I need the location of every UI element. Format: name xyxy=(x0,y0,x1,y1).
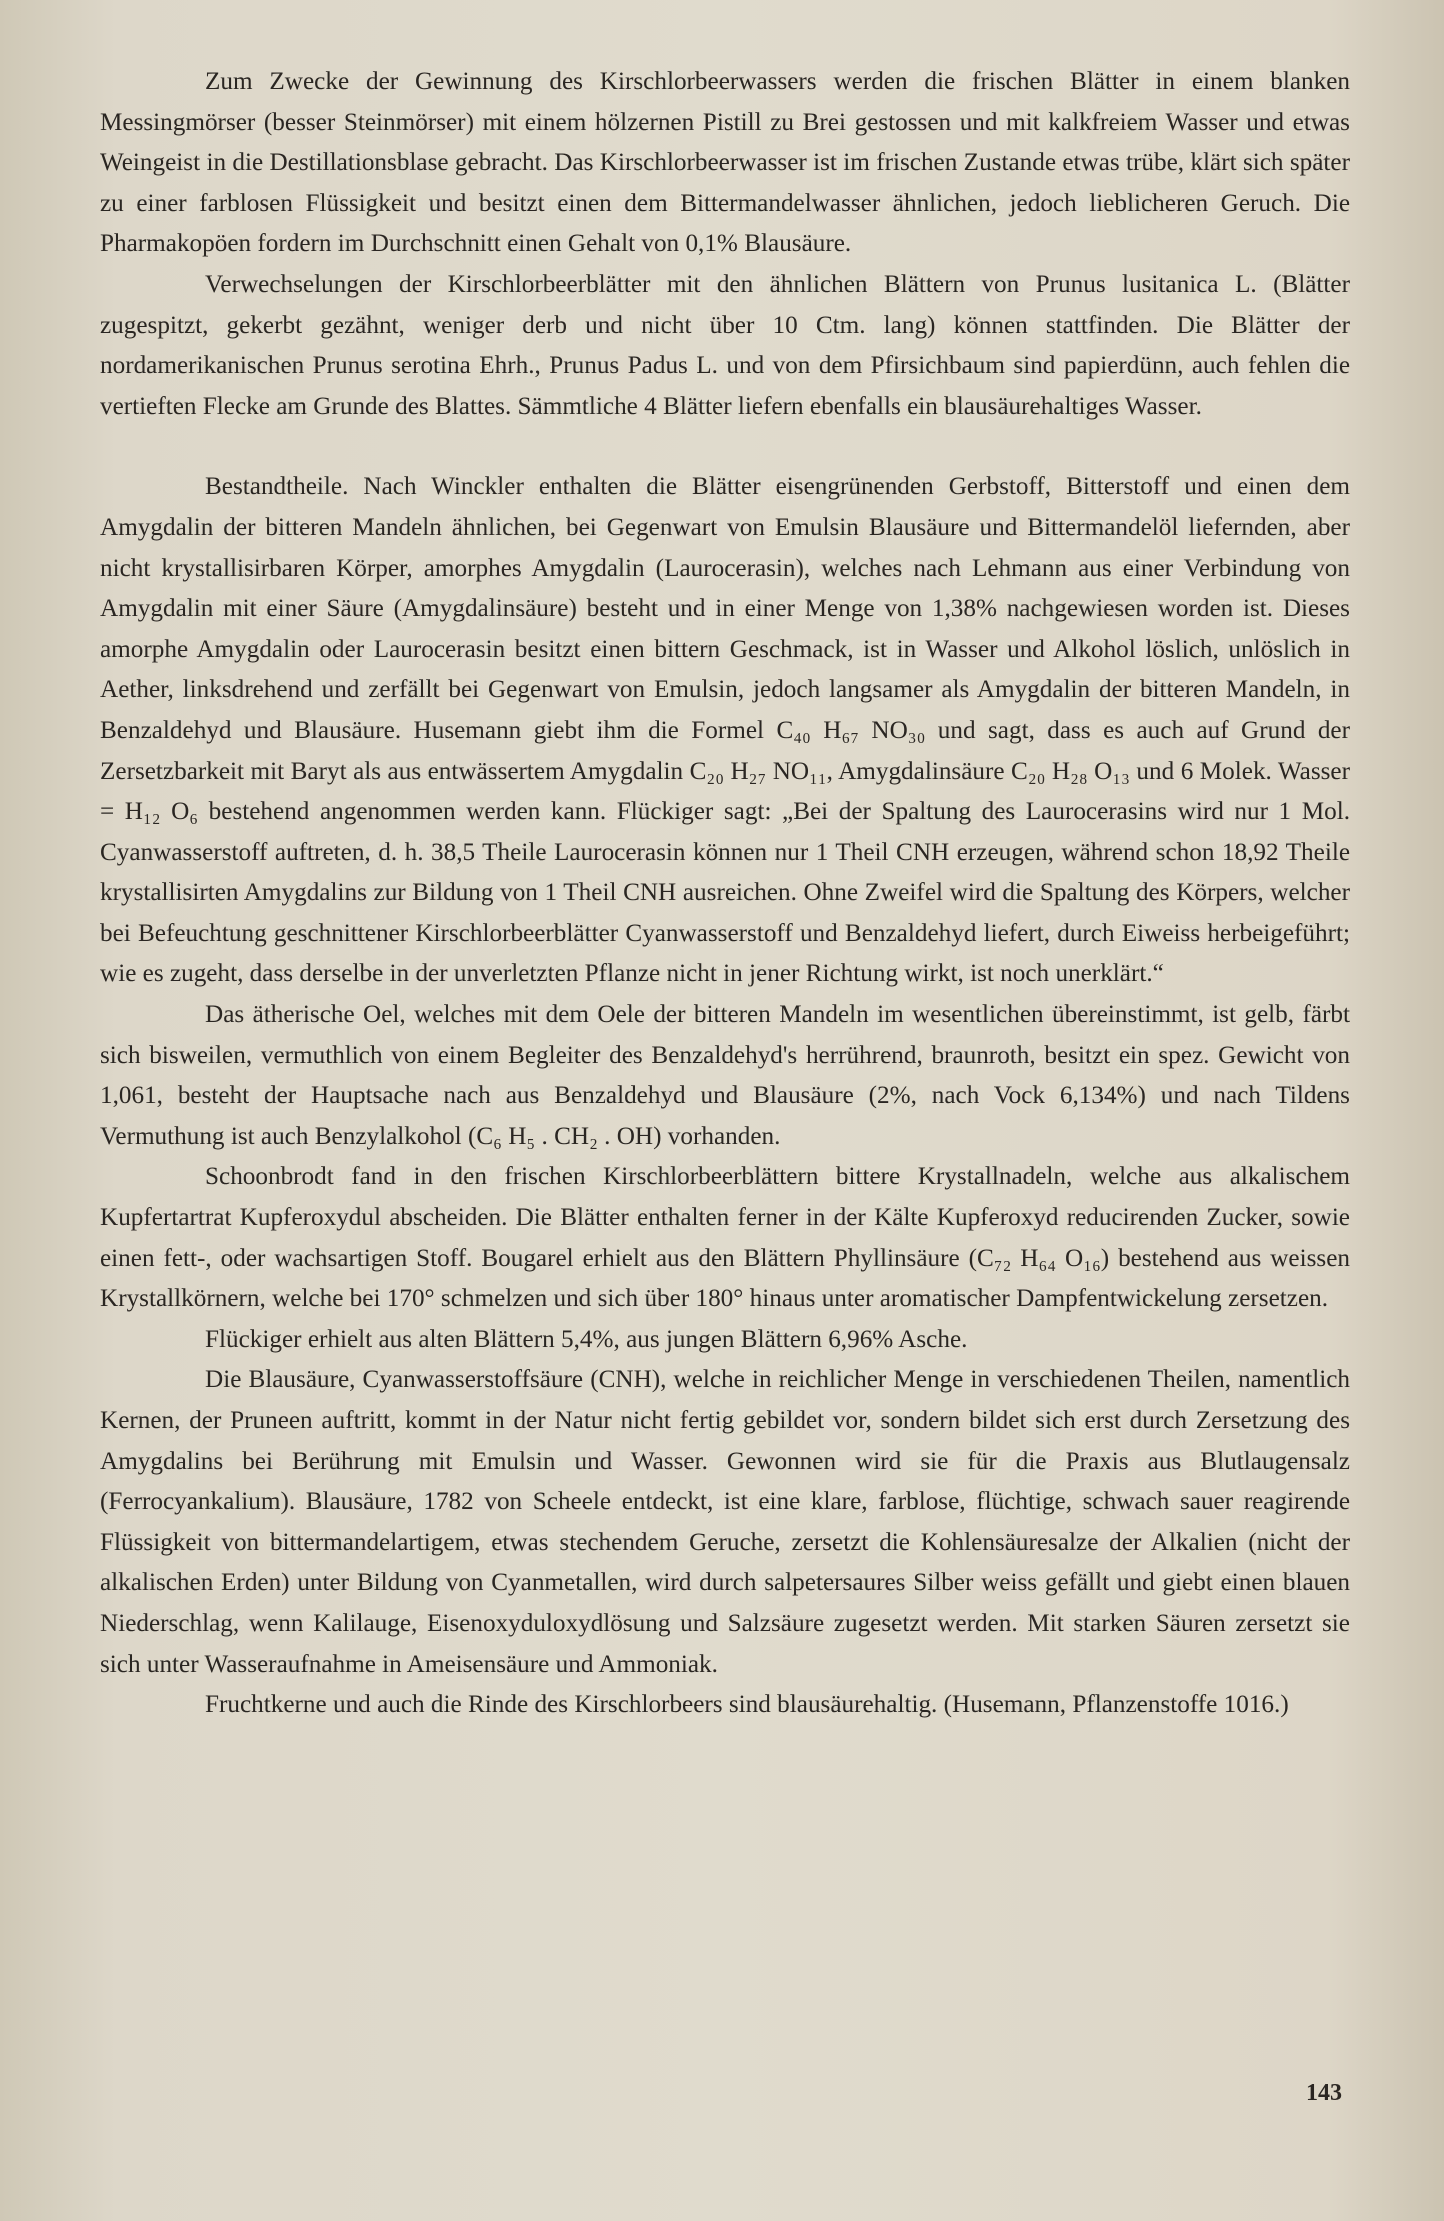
paragraph-preparation: Zum Zwecke der Gewinnung des Kirschlorbeerwassers werden die frischen Blätter in einem blanken Messingmörser (besser Steinmörser) mit einem hölzernen Pistill zu Brei gestossen und mit kalkfreiem Wasser und etwas Weingeist in die Destillationsblase gebracht. Das Kirschlorbeerwasser ist im frischen Zustande etwas trübe, klärt sich später zu einer farblosen Flüssigkeit und besitzt einen dem Bittermandelwasser ähnlichen, jedoch lieblicheren Geruch. Die Pharmakopöen fordern im Durchschnitt einen Gehalt von 0,1% Blausäure. xyxy=(100,68,1350,258)
paragraph-confusion: Verwechselungen der Kirschlorbeerblätter mit den ähnlichen Blättern von Prunus lusitanica L. (Blätter zugespitzt, gekerbt gezähnt, weniger derb und nicht über 10 Ctm. lang) können stattfinden. Die Blätter der nordamerikanischen Prunus serotina Ehrh., Prunus Padus L. und von dem Pfirsichbaum sind papierdünn, auch fehlen die vertieften Flecke am Grunde des Blattes. Sämmtliche 4 Blätter liefern ebenfalls ein blausäurehaltiges Wasser. xyxy=(100,270,1350,420)
paragraph-fruit-kernels: Fruchtkerne und auch die Rinde des Kirschlorbeers sind blausäurehaltig. (Husemann, Pflanzenstoffe 1016.) xyxy=(205,1691,1289,1719)
page-number: 143 xyxy=(1306,2080,1342,2106)
paragraph-constituents: Bestandtheile. Nach Winckler enthalten die Blätter eisengrünenden Gerbstoff, Bitterstoff und einen dem Amygdalin der bitteren Mandeln ähnlichen, bei Gegenwart von Emulsin Blausäure und Bittermandelöl liefernden, aber nicht krystallisirbaren Körper, amorphes Amygdalin (Laurocerasin), welches nach Lehmann aus einer Verbindung von Amygdalin mit einer Säure (Amygdalinsäure) besteht und in einer Menge von 1,38% nachgewiesen worden ist. Dieses amorphe Amygdalin oder Laurocerasin besitzt einen bittern Geschmack, ist in Wasser und Alkohol löslich, unlöslich in Aether, linksdrehend und zerfällt bei Gegenwart von Emulsin, jedoch langsamer als Amygdalin der bitteren Mandeln, in Benzaldehyd und Blausäure. Husemann giebt ihm die Formel C₄₀ H₆₇ NO₃₀ und sagt, dass es auch auf Grund der Zersetzbarkeit mit Baryt als aus entwässertem Amygdalin C₂₀ H₂₇ NO₁₁, Amygdalinsäure C₂₀ H₂₈ O₁₃ und 6 Molek. Wasser = H₁₂ O₆ bestehend angenommen werden kann. Flückiger sagt: „Bei der Spaltung des Laurocerasins wird nur 1 Mol. Cyanwasserstoff auftreten, d. h. 38,5 Theile Laurocerasin können nur 1 Theil CNH erzeugen, während schon 18,92 Theile krystallisirten Amygdalins zur Bildung von 1 Theil CNH ausreichen. Ohne Zweifel wird die Spaltung des Körpers, welcher bei Befeuchtung geschnittener Kirschlorbeerblätter Cyanwasserstoff und Benzaldehyd liefert, durch Eiweiss herbeigeführt; wie es zugeht, dass derselbe in der unverletzten Pflanze nicht in jener Richtung wirkt, ist noch unerklärt.“ xyxy=(100,473,1350,988)
paragraph-schoonbrodt: Schoonbrodt fand in den frischen Kirschlorbeerblättern bittere Krystallnadeln, welche aus alkalischem Kupfertartrat Kupferoxydul abscheiden. Die Blätter enthalten ferner in der Kälte Kupferoxyd reducirenden Zucker, sowie einen fett-, oder wachsartigen Stoff. Bougarel erhielt aus den Blättern Phyllinsäure (C₇₂ H₆₄ O₁₆) bestehend aus weissen Krystallkörnern, welche bei 170° schmelzen und sich über 180° hinaus unter aromatischer Dampfentwickelung zersetzen. xyxy=(100,1163,1350,1313)
paragraph-prussic-acid: Die Blausäure, Cyanwasserstoffsäure (CNH), welche in reichlicher Menge in verschiedenen Theilen, namentlich Kernen, der Pruneen auftritt, kommt in der Natur nicht fertig gebildet vor, sondern bildet sich erst durch Zersetzung des Amygdalins bei Berührung mit Emulsin und Wasser. Gewonnen wird sie für die Praxis aus Blutlaugensalz (Ferrocyankalium). Blausäure, 1782 von Scheele entdeckt, ist eine klare, farblose, flüchtige, schwach sauer reagirende Flüssigkeit von bittermandelartigem, etwas stechendem Geruche, zersetzt die Kohlensäuresalze der Alkalien (nicht der alkalischen Erden) unter Bildung von Cyanmetallen, wird durch salpetersaures Silber weiss gefällt und giebt einen blauen Niederschlag, wenn Kalilauge, Eisenoxyduloxydlösung und Salzsäure zugesetzt werden. Mit starken Säuren zersetzt sie sich unter Wasseraufnahme in Ameisensäure und Ammoniak. xyxy=(100,1366,1350,1678)
section-gap xyxy=(100,427,1350,467)
paragraph-essential-oil: Das ätherische Oel, welches mit dem Oele der bitteren Mandeln im wesentlichen übereinstimmt, ist gelb, färbt sich bisweilen, vermuthlich von einem Begleiter des Benzaldehyd's herrührend, braunroth, besitzt ein spez. Gewicht von 1,061, besteht der Hauptsache nach aus Benzaldehyd und Blausäure (2%, nach Vock 6,134%) und nach Tildens Vermuthung ist auch Benzylalkohol (C₆ H₅ . CH₂ . OH) vorhanden. xyxy=(100,1001,1350,1150)
paragraph-ash: Flückiger erhielt aus alten Blättern 5,4%, aus jungen Blättern 6,96% Asche. xyxy=(205,1325,968,1353)
body-text xyxy=(100,62,1350,1726)
